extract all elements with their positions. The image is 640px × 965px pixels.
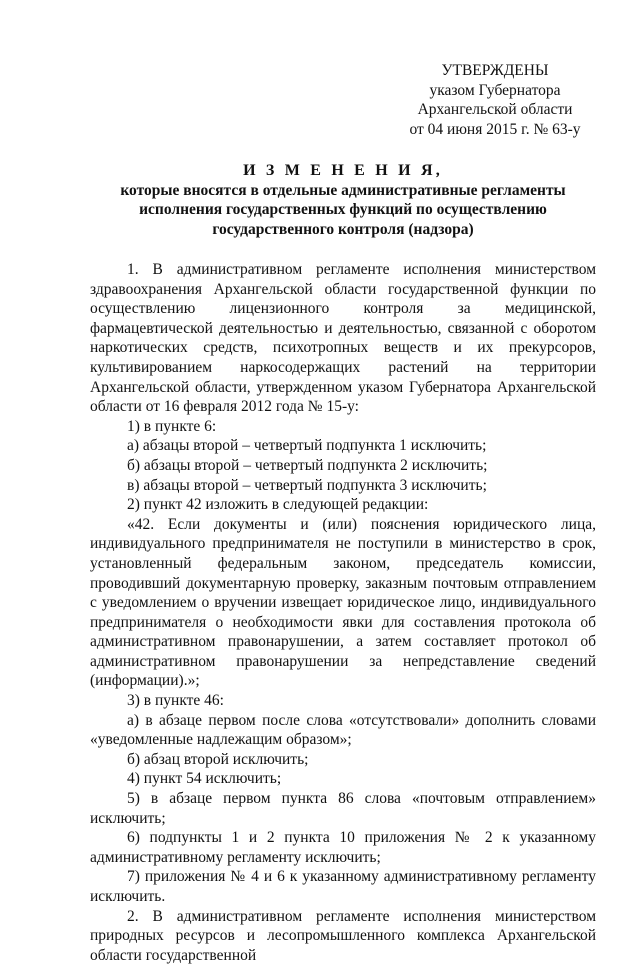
paragraph-subitem-5: 5) в абзаце первом пункта 86 слова «почтовым отправлением» исключить; xyxy=(90,790,596,827)
paragraph-subitem-3a: а) в абзаце первом после слова «отсутствовали» дополнить словами «уведомленные надлежащим образом»; xyxy=(90,711,596,749)
heading-line-2: исполнения государственных функций по осуществлению xyxy=(139,201,547,218)
paragraph-item-2: 2. В административном регламенте исполнения министерством природных ресурсов и лесопромышленного комплекса Архангельской области государственной xyxy=(90,907,596,964)
approval-date: от 04 июня 2015 г. № 63-у xyxy=(409,120,581,138)
paragraph-subitem-3b: б) абзац второй исключить; xyxy=(127,750,309,768)
document-heading xyxy=(90,161,596,239)
paragraph-subitem-6: 6) подпункты 1 и 2 пункта 10 приложения № 2 к указанному административному регламенту исключить; xyxy=(90,829,596,866)
approval-title: УТВЕРЖДЕНЫ xyxy=(441,62,549,79)
paragraph-subitem-2: 2) пункт 42 изложить в следующей редакции: xyxy=(127,496,429,514)
document-body xyxy=(90,260,596,965)
paragraph-subitem-1: 1) в пункте 6: xyxy=(127,417,217,435)
approval-region: Архангельской области xyxy=(417,101,573,118)
heading-line-1: которые вносятся в отдельные административные регламенты xyxy=(120,181,566,199)
approval-block xyxy=(395,61,595,139)
approval-decree: указом Губернатора xyxy=(429,81,561,99)
heading-line-3: государственного контроля (надзора) xyxy=(212,220,474,238)
paragraph-subitem-4: 4) пункт 54 исключить; xyxy=(127,770,282,788)
paragraph-subitem-1a: а) абзацы второй – четвертый подпункта 1 исключить; xyxy=(127,437,487,455)
paragraph-subitem-1c: в) абзацы второй – четвертый подпункта 3 исключить; xyxy=(127,476,487,494)
paragraph-subitem-3: 3) в пункте 46: xyxy=(127,692,224,710)
paragraph-subitem-7: 7) приложения № 4 и 6 к указанному административному регламенту исключить. xyxy=(90,868,596,905)
paragraph-subitem-1b: б) абзацы второй – четвертый подпункта 2 исключить; xyxy=(127,456,488,474)
paragraph-clause-42: «42. Если документы и (или) пояснения юридического лица, индивидуального предпринимателя не поступили в министерство в срок, установленный федеральным законом, председатель комиссии, проводивший документарную проверку, заказным почтовым отправлением с уведомлением о вручении извещает юридическое лицо, индивидуального предпринимателя о необходимости явки для составления протокола об административном правонарушении, а затем составляет протокол об административном правонарушении за непредставление сведений (информации).»; xyxy=(90,515,596,690)
heading-title: И З М Е Н Е Н И Я, xyxy=(243,162,443,179)
paragraph-item-1: 1. В административном регламенте исполнения министерством здравоохранения Архангельской области государственной функции по осуществлению лицензионного контроля за медицинской, фармацевтической деятельностью и деятельностью, связанной с оборотом наркотических средств, психотропных веществ и их прекурсоров, культивированием наркосодержащих растений на территории Архангельской области, утвержденном указом Губернатора Архангельской области от 16 февраля 2012 года № 15-у: xyxy=(90,261,596,416)
